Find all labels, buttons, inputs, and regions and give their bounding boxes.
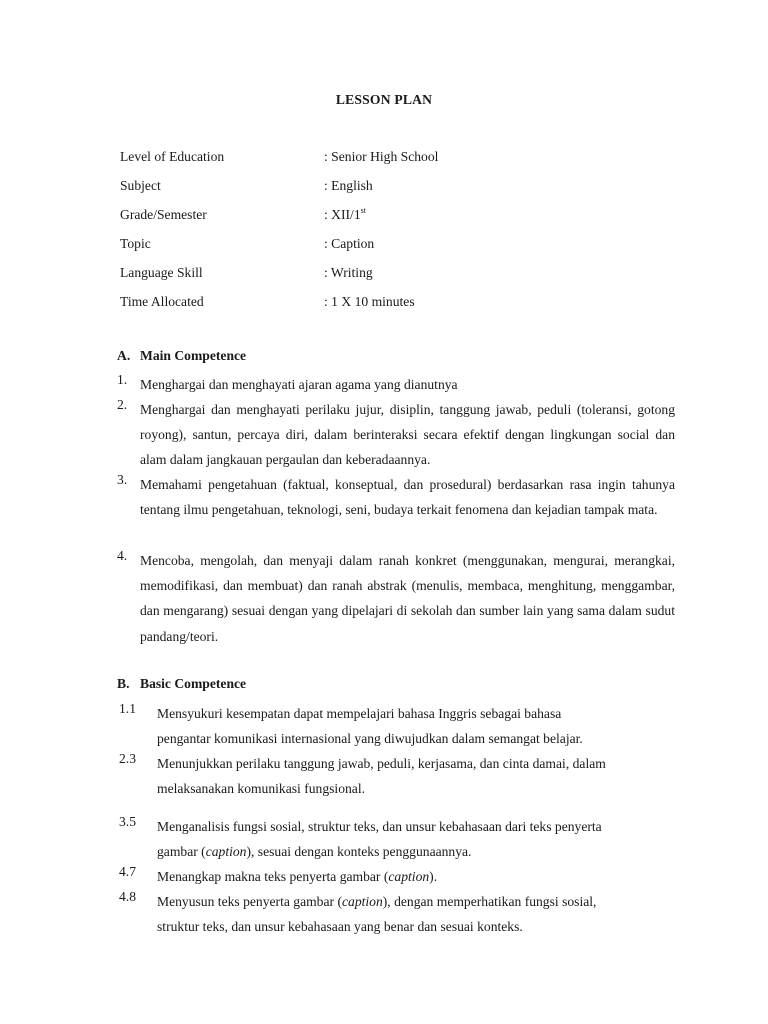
info-row-level [120,147,680,176]
info-label: Topic [120,236,151,252]
info-value: : 1 X 10 minutes [324,294,415,310]
section-heading-basic-competence: B. Basic Competence [117,676,247,691]
list-item: 3. Memahami pengetahuan (faktual, konseptual, dan prosedural) berdasarkan rasa ingin tahunya tentang ilmu pengetahuan, teknologi, seni, budaya terkait fenomena dan kejadian tampak mata. [117,472,675,518]
info-row-time [120,292,680,321]
info-label: Time Allocated [120,294,204,310]
info-value: : Caption [324,236,375,252]
competence-item: 4.7 Menangkap makna teks penyerta gambar (caption). [119,864,438,884]
info-value: : English [324,178,373,194]
competence-item: 1.1 Mensyukuri kesempatan dapat mempelajari bahasa Inggris sebagai bahasa pengantar komunikasi internasional yang diwujudkan dalam semangat belajar. [119,701,583,747]
info-value: : XII/1st [324,205,366,223]
info-value: : Writing [324,265,373,281]
info-label: Level of Education [120,149,225,164]
info-row-subject [120,176,680,205]
list-item: 2. Menghargai dan menghayati perilaku jujur, disiplin, tanggung jawab, peduli (toleransi, gotong royong), santun, percaya diri, dalam berinteraksi secara efektif dengan lingkungan social dan alam dalam jangkauan pergaulan dan keberadaannya. [117,397,675,468]
info-table [120,147,680,322]
info-row-grade [120,205,680,234]
info-row-topic [120,234,680,263]
page-title: LESSON PLAN [335,92,433,107]
info-value: : Senior High School [324,149,439,164]
competence-item: 2.3 Menunjukkan perilaku tanggung jawab, peduli, kerjasama, dan cinta damai, dalam melaksanakan komunikasi fungsional. [119,751,606,797]
info-row-skill [120,263,680,292]
list-item: 4. Mencoba, mengolah, dan menyaji dalam ranah konkret (menggunakan, mengurai, merangkai, memodifikasi, dan membuat) dan ranah abstrak (menulis, membaca, menghitung, menggambar, dan mengarang) sesuai dengan yang dipelajari di sekolah dan sumber lain yang sama dalam sudut pandang/teori. [117,548,675,644]
info-label: Grade/Semester [120,207,207,223]
section-heading-main-competence: A. Main Competence [117,348,247,363]
competence-item: 3.5 Menganalisis fungsi sosial, struktur teks, dan unsur kebahasaan dari teks penyerta gambar (caption), sesuai dengan konteks penggunaannya. [119,814,602,860]
info-label: Subject [120,178,161,194]
competence-item: 4.8 Menyusun teks penyerta gambar (caption), dengan memperhatikan fungsi sosial, struktur teks, dan unsur kebahasaan yang benar dan sesuai konteks. [119,889,597,935]
list-item: 1. Menghargai dan menghayati ajaran agama yang dianutnya [117,372,458,392]
info-label: Language Skill [120,265,203,281]
